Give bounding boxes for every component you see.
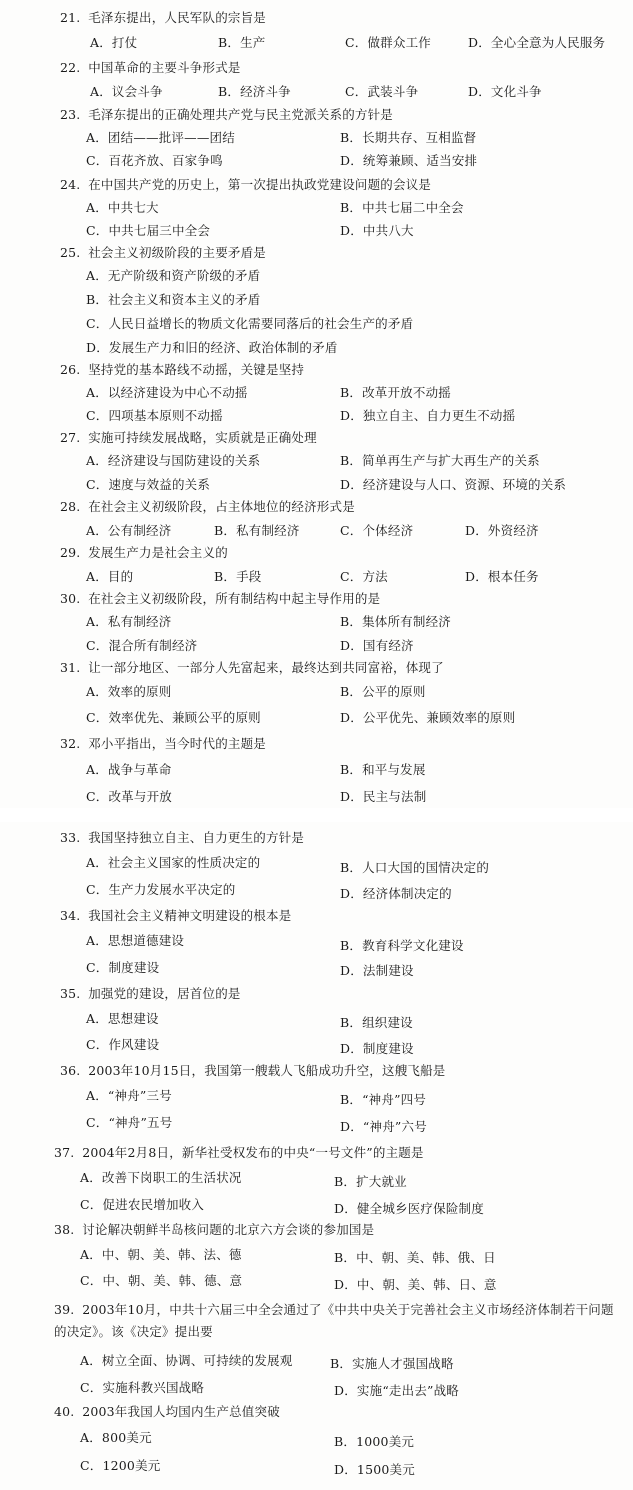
question-number: 37. [54, 1145, 75, 1160]
answer-option-b: B．和平与发展 [340, 762, 426, 777]
question-text: 实施可持续发展战略，实质就是正确处理 [88, 430, 317, 445]
answer-option-b: B．经济斗争 [218, 84, 291, 99]
answer-option-b: B．1000美元 [334, 1434, 415, 1449]
answer-option-d: D．制度建设 [340, 1041, 414, 1056]
question-number: 29. [60, 545, 81, 560]
question-stem [60, 908, 291, 924]
answer-option-a: A．800美元 [80, 1430, 152, 1445]
question-stem [60, 830, 304, 846]
answer-option-c: C．四项基本原则不动摇 [86, 408, 223, 423]
question-text: 2003年10月，中共十六届三中全会通过了《中共中央关于完善社会主义市场经济体制若干问题的决定》。该《决定》提出要 [54, 1302, 614, 1339]
answer-option-b: B．扩大就业 [334, 1174, 407, 1189]
question-number: 33. [60, 830, 81, 845]
answer-option-a: A．中共七大 [86, 200, 159, 215]
question-number: 21. [60, 10, 81, 25]
question-number: 24. [60, 177, 81, 192]
question-text: 邓小平指出，当今时代的主题是 [88, 736, 266, 751]
question-text: 在社会主义初级阶段，所有制结构中起主导作用的是 [88, 591, 381, 606]
answer-option-a: A．议会斗争 [90, 84, 163, 99]
question-text: 加强党的建设，居首位的是 [88, 986, 241, 1001]
answer-option-a: A．私有制经济 [86, 614, 172, 629]
question-text: 我国坚持独立自主、自力更生的方针是 [88, 830, 305, 845]
answer-option-b: B．中、朝、美、韩、俄、日 [334, 1250, 496, 1265]
question-number: 31. [60, 660, 81, 675]
page-seam [0, 808, 633, 822]
question-stem [60, 986, 241, 1002]
question-stem [60, 177, 431, 193]
answer-option-d: D．法制建设 [340, 963, 414, 978]
answer-option-b: B．中共七届二中全会 [340, 200, 464, 215]
answer-option-a: A．目的 [86, 569, 134, 584]
question-stem [60, 107, 393, 123]
answer-option-c: C．百花齐放、百家争鸣 [86, 153, 223, 168]
question-number: 35. [60, 986, 81, 1001]
answer-option-b: B．私有制经济 [214, 523, 300, 538]
answer-option-b: B．组织建设 [340, 1015, 413, 1030]
answer-option-d: D．经济建设与人口、资源、环境的关系 [340, 477, 567, 492]
question-number: 39. [54, 1302, 75, 1317]
question-stem [60, 362, 304, 378]
answer-option-b: B．实施人才强国战略 [330, 1356, 454, 1371]
answer-option-d: D．全心全意为人民服务 [468, 35, 606, 50]
question-text: 2003年我国人均国内生产总值突破 [82, 1404, 280, 1419]
answer-option-c: C．生产力发展水平决定的 [86, 882, 236, 897]
answer-option-b: B．教育科学文化建设 [340, 938, 464, 953]
answer-option-c: C．做群众工作 [345, 35, 431, 50]
question-text: 讨论解决朝鲜半岛核问题的北京六方会谈的参加国是 [82, 1222, 375, 1237]
question-stem [60, 660, 444, 676]
question-stem [54, 1145, 424, 1161]
answer-option-a: A．“神舟”三号 [86, 1088, 172, 1103]
question-text: 在社会主义初级阶段，占主体地位的经济形式是 [88, 499, 355, 514]
answer-option-c: C．方法 [340, 569, 388, 584]
question-number: 25. [60, 245, 81, 260]
answer-option-b: B．社会主义和资本主义的矛盾 [86, 292, 261, 307]
question-number: 23. [60, 107, 81, 122]
answer-option-a: A．思想道德建设 [86, 933, 185, 948]
answer-option-c: C．1200美元 [80, 1458, 161, 1473]
question-stem [60, 10, 266, 26]
answer-option-d: D．“神舟”六号 [340, 1119, 427, 1134]
question-number: 32. [60, 736, 81, 751]
answer-option-a: A．改善下岗职工的生活状况 [80, 1170, 242, 1185]
answer-option-c: C．个体经济 [340, 523, 414, 538]
answer-option-b: B．改革开放不动摇 [340, 385, 451, 400]
question-number: 28. [60, 499, 81, 514]
question-number: 36. [60, 1063, 81, 1078]
answer-option-c: C．促进农民增加收入 [80, 1197, 205, 1212]
answer-option-d: D．外资经济 [465, 523, 539, 538]
question-stem [54, 1299, 614, 1343]
question-text: 在中国共产党的历史上，第一次提出执政党建设问题的会议是 [88, 177, 432, 192]
answer-option-a: A．打仗 [90, 35, 138, 50]
answer-option-b: B．人口大国的国情决定的 [340, 860, 490, 875]
answer-option-b: B．生产 [218, 35, 266, 50]
answer-option-c: C．速度与效益的关系 [86, 477, 211, 492]
answer-option-d: D．经济体制决定的 [340, 886, 452, 901]
answer-option-d: D．中共八大 [340, 223, 414, 238]
answer-option-d: D．中、朝、美、韩、日、意 [334, 1277, 497, 1292]
answer-option-d: D．民主与法制 [340, 789, 427, 804]
question-number: 27. [60, 430, 81, 445]
answer-option-c: C．效率优先、兼顾公平的原则 [86, 710, 261, 725]
answer-option-b: B．公平的原则 [340, 684, 426, 699]
answer-option-d: D．国有经济 [340, 638, 414, 653]
question-stem [60, 1063, 446, 1079]
question-number: 26. [60, 362, 81, 377]
answer-option-d: D．发展生产力和旧的经济、政治体制的矛盾 [86, 340, 338, 355]
question-number: 40. [54, 1404, 75, 1419]
answer-option-b: B．集体所有制经济 [340, 614, 451, 629]
answer-option-c: C．中、朝、美、韩、德、意 [80, 1273, 243, 1288]
answer-option-c: C．“神舟”五号 [86, 1115, 173, 1130]
question-text: 2003年10月15日，我国第一艘载人飞船成功升空，这艘飞船是 [88, 1063, 446, 1078]
answer-option-d: D．根本任务 [465, 569, 539, 584]
question-number: 30. [60, 591, 81, 606]
answer-option-a: A．以经济建设为中心不动摇 [86, 385, 248, 400]
answer-option-c: C．制度建设 [86, 960, 160, 975]
answer-option-c: C．实施科教兴国战略 [80, 1380, 205, 1395]
answer-option-b: B．长期共存、互相监督 [340, 130, 477, 145]
question-text: 2004年2月8日，新华社受权发布的中央“一号文件”的主题是 [82, 1145, 424, 1160]
answer-option-d: D．实施“走出去”战略 [334, 1383, 460, 1398]
question-text: 毛泽东提出的正确处理共产党与民主党派关系的方针是 [88, 107, 393, 122]
answer-option-d: D．独立自主、自力更生不动摇 [340, 408, 516, 423]
answer-option-a: A．经济建设与国防建设的关系 [86, 453, 261, 468]
question-number: 22. [60, 60, 81, 75]
question-number: 34. [60, 908, 81, 923]
question-stem [54, 1404, 280, 1420]
question-stem [60, 499, 355, 515]
question-text: 中国革命的主要斗争形式是 [88, 60, 241, 75]
answer-option-d: D．文化斗争 [468, 84, 542, 99]
question-stem [54, 1222, 374, 1238]
question-text: 发展生产力是社会主义的 [88, 545, 228, 560]
question-stem [60, 545, 228, 561]
answer-option-a: A．中、朝、美、韩、法、德 [80, 1247, 242, 1262]
answer-option-d: D．健全城乡医疗保险制度 [334, 1201, 484, 1216]
question-number: 38. [54, 1222, 75, 1237]
question-text: 坚持党的基本路线不动摇，关键是坚持 [88, 362, 305, 377]
answer-option-a: A．社会主义国家的性质决定的 [86, 855, 261, 870]
answer-option-d: D．1500美元 [334, 1462, 415, 1477]
question-text: 我国社会主义精神文明建设的根本是 [88, 908, 292, 923]
answer-option-b: B．手段 [214, 569, 262, 584]
answer-option-c: C．作风建设 [86, 1037, 160, 1052]
question-stem [60, 245, 266, 261]
question-text: 社会主义初级阶段的主要矛盾是 [88, 245, 266, 260]
question-text: 毛泽东提出，人民军队的宗旨是 [88, 10, 266, 25]
answer-option-a: A．团结——批评——团结 [86, 130, 235, 145]
question-stem [60, 60, 241, 76]
answer-option-c: C．改革与开放 [86, 789, 172, 804]
answer-option-a: A．效率的原则 [86, 684, 172, 699]
answer-option-a: A．公有制经济 [86, 523, 172, 538]
answer-option-a: A．树立全面、协调、可持续的发展观 [80, 1353, 293, 1368]
answer-option-c: C．中共七届三中全会 [86, 223, 211, 238]
answer-option-b: B．“神舟”四号 [340, 1092, 427, 1107]
answer-option-d: D．公平优先、兼顾效率的原则 [340, 710, 516, 725]
question-stem [60, 736, 266, 752]
answer-option-c: C．人民日益增长的物质文化需要同落后的社会生产的矛盾 [86, 316, 414, 331]
answer-option-c: C．武装斗争 [345, 84, 419, 99]
question-stem [60, 430, 317, 446]
answer-option-a: A．战争与革命 [86, 762, 172, 777]
question-text: 让一部分地区、一部分人先富起来，最终达到共同富裕，体现了 [88, 660, 444, 675]
answer-option-d: D．统筹兼顾、适当安排 [340, 153, 478, 168]
answer-option-a: A．思想建设 [86, 1011, 159, 1026]
answer-option-a: A．无产阶级和资产阶级的矛盾 [86, 268, 261, 283]
answer-option-b: B．简单再生产与扩大再生产的关系 [340, 453, 540, 468]
answer-option-c: C．混合所有制经济 [86, 638, 198, 653]
question-stem [60, 591, 380, 607]
